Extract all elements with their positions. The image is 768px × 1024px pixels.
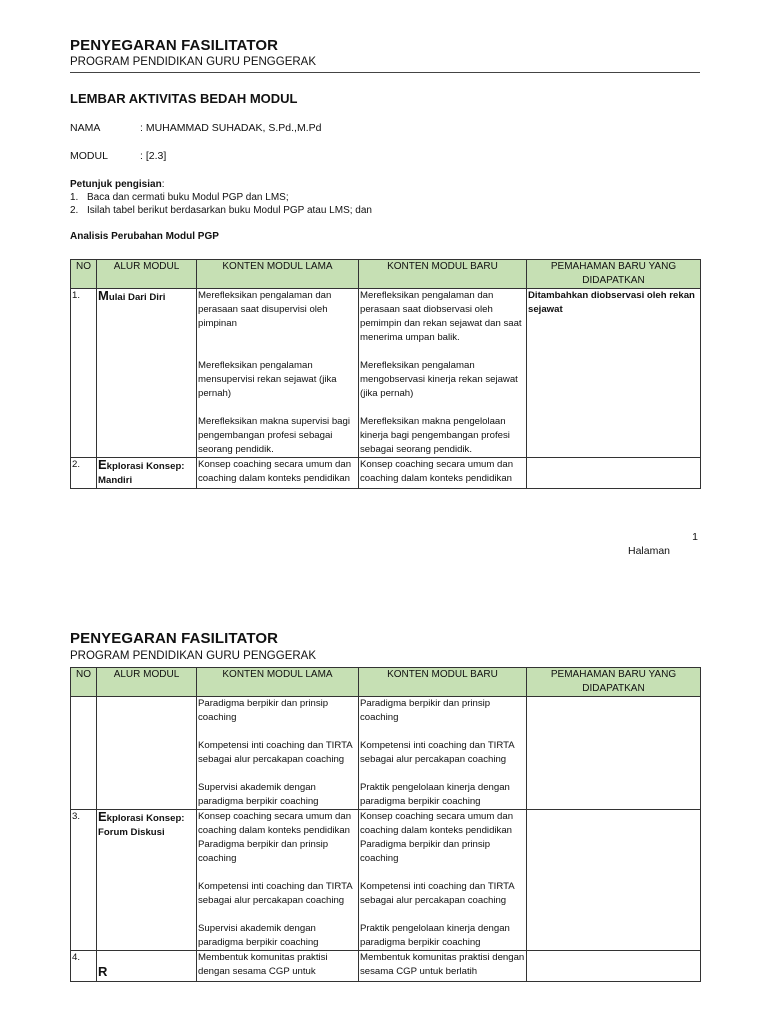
page-label: Halaman <box>628 545 671 557</box>
page-number: 1 <box>692 531 698 543</box>
header-alur: ALUR MODUL <box>97 668 197 697</box>
row-alur <box>97 697 197 810</box>
nama-label: NAMA <box>70 122 101 134</box>
header-subtitle: PROGRAM PENDIDIKAN GURU PENGGERAK <box>70 56 317 68</box>
header-divider <box>70 72 700 73</box>
instructions-heading: Petunjuk pengisian <box>70 179 162 190</box>
row-pemahaman <box>527 697 701 810</box>
row-alur: Mulai Dari Diri <box>97 289 197 458</box>
row-lama: Paradigma berpikir dan prinsip coaching Kompetensi inti coaching dan TIRTA sebagai alur percakapan coaching Supervisi akademik dengan paradigma berpikir coaching <box>197 697 359 810</box>
row-no: 1. <box>71 289 97 458</box>
header-subtitle-page2: PROGRAM PENDIDIKAN GURU PENGGERAK <box>70 650 317 662</box>
table-row <box>71 810 701 951</box>
row-baru: Merefleksikan pengalaman dan perasaan saat diobservasi oleh pemimpin dan rekan sejawat dan saat menerima umpan balik. Merefleksikan pengalaman mengobservasi kinerja rekan sejawat (jika pernah) Merefleksikan makna pengelolaan kinerja bagi pengembangan profesi sebagai seorang pendidik. <box>359 289 527 458</box>
row-no <box>71 697 97 810</box>
row-pemahaman: Ditambahkan diobservasi oleh rekan sejawat <box>527 289 701 458</box>
row-lama: Merefleksikan pengalaman dan perasaan saat disupervisi oleh pimpinan Merefleksikan pengalaman mensupervisi rekan sejawat (jika pernah) Merefleksikan makna supervisi bagi pengembangan profesi sebagai seorang pendidik. <box>197 289 359 458</box>
instruction-item: 2. Isilah tabel berikut berdasarkan buku Modul PGP atau LMS; dan <box>70 205 372 216</box>
row-baru: Konsep coaching secara umum dan coaching dalam konteks pendidikan <box>359 458 527 489</box>
instruction-item: 1. Baca dan cermati buku Modul PGP dan LMS; <box>70 192 289 203</box>
table-caption: Analisis Perubahan Modul PGP <box>70 231 219 242</box>
row-baru: Membentuk komunitas praktisi dengan sesama CGP untuk berlatih <box>359 951 527 982</box>
row-lama: Konsep coaching secara umum dan coaching dalam konteks pendidikan Paradigma berpikir dan prinsip coaching Kompetensi inti coaching dan TIRTA sebagai alur percakapan coaching Supervisi akademik dengan paradigma berpikir coaching <box>197 810 359 951</box>
row-alur: Ekplorasi Konsep: Forum Diskusi <box>97 810 197 951</box>
row-pemahaman <box>527 458 701 489</box>
row-alur: R <box>97 951 197 982</box>
row-pemahaman <box>527 951 701 982</box>
nama-value: : MUHAMMAD SUHADAK, S.Pd.,M.Pd <box>140 122 322 134</box>
table-row <box>71 289 701 458</box>
header-lama: KONTEN MODUL LAMA <box>197 668 359 697</box>
header-title: PENYEGARAN FASILITATOR <box>70 37 279 54</box>
header-alur: ALUR MODUL <box>97 260 197 289</box>
modul-label: MODUL <box>70 150 108 162</box>
table-row <box>71 458 701 489</box>
instructions-colon: : <box>161 179 165 190</box>
row-baru: Konsep coaching secara umum dan coaching dalam konteks pendidikan Paradigma berpikir dan prinsip coaching Kompetensi inti coaching dan TIRTA sebagai alur percakapan coaching Praktik pengelolaan kinerja dengan paradigma berpikir coaching <box>359 810 527 951</box>
table-row <box>71 697 701 810</box>
header-lama: KONTEN MODUL LAMA <box>197 260 359 289</box>
instructions <box>70 178 372 217</box>
analysis-table-page1 <box>70 259 701 489</box>
row-no: 3. <box>71 810 97 951</box>
table-header-row <box>71 260 701 289</box>
row-baru: Paradigma berpikir dan prinsip coaching Kompetensi inti coaching dan TIRTA sebagai alur percakapan coaching Praktik pengelolaan kinerja dengan paradigma berpikir coaching <box>359 697 527 810</box>
header-title-page2: PENYEGARAN FASILITATOR <box>70 630 279 647</box>
header-no: NO <box>71 668 97 697</box>
header-baru: KONTEN MODUL BARU <box>359 668 527 697</box>
header-no: NO <box>71 260 97 289</box>
row-lama: Konsep coaching secara umum dan coaching dalam konteks pendidikan <box>197 458 359 489</box>
table-row <box>71 951 701 982</box>
row-pemahaman <box>527 810 701 951</box>
row-alur: Ekplorasi Konsep: Mandiri <box>97 458 197 489</box>
row-no: 4. <box>71 951 97 982</box>
table-header-row <box>71 668 701 697</box>
modul-value: : [2.3] <box>140 150 167 162</box>
analysis-table-page2 <box>70 667 701 982</box>
section-title: LEMBAR AKTIVITAS BEDAH MODUL <box>70 91 298 106</box>
row-lama: Membentuk komunitas praktisi dengan sesama CGP untuk <box>197 951 359 982</box>
header-pemahaman: PEMAHAMAN BARU YANG DIDAPATKAN <box>527 668 701 697</box>
header-baru: KONTEN MODUL BARU <box>359 260 527 289</box>
row-no: 2. <box>71 458 97 489</box>
header-pemahaman: PEMAHAMAN BARU YANG DIDAPATKAN <box>527 260 701 289</box>
